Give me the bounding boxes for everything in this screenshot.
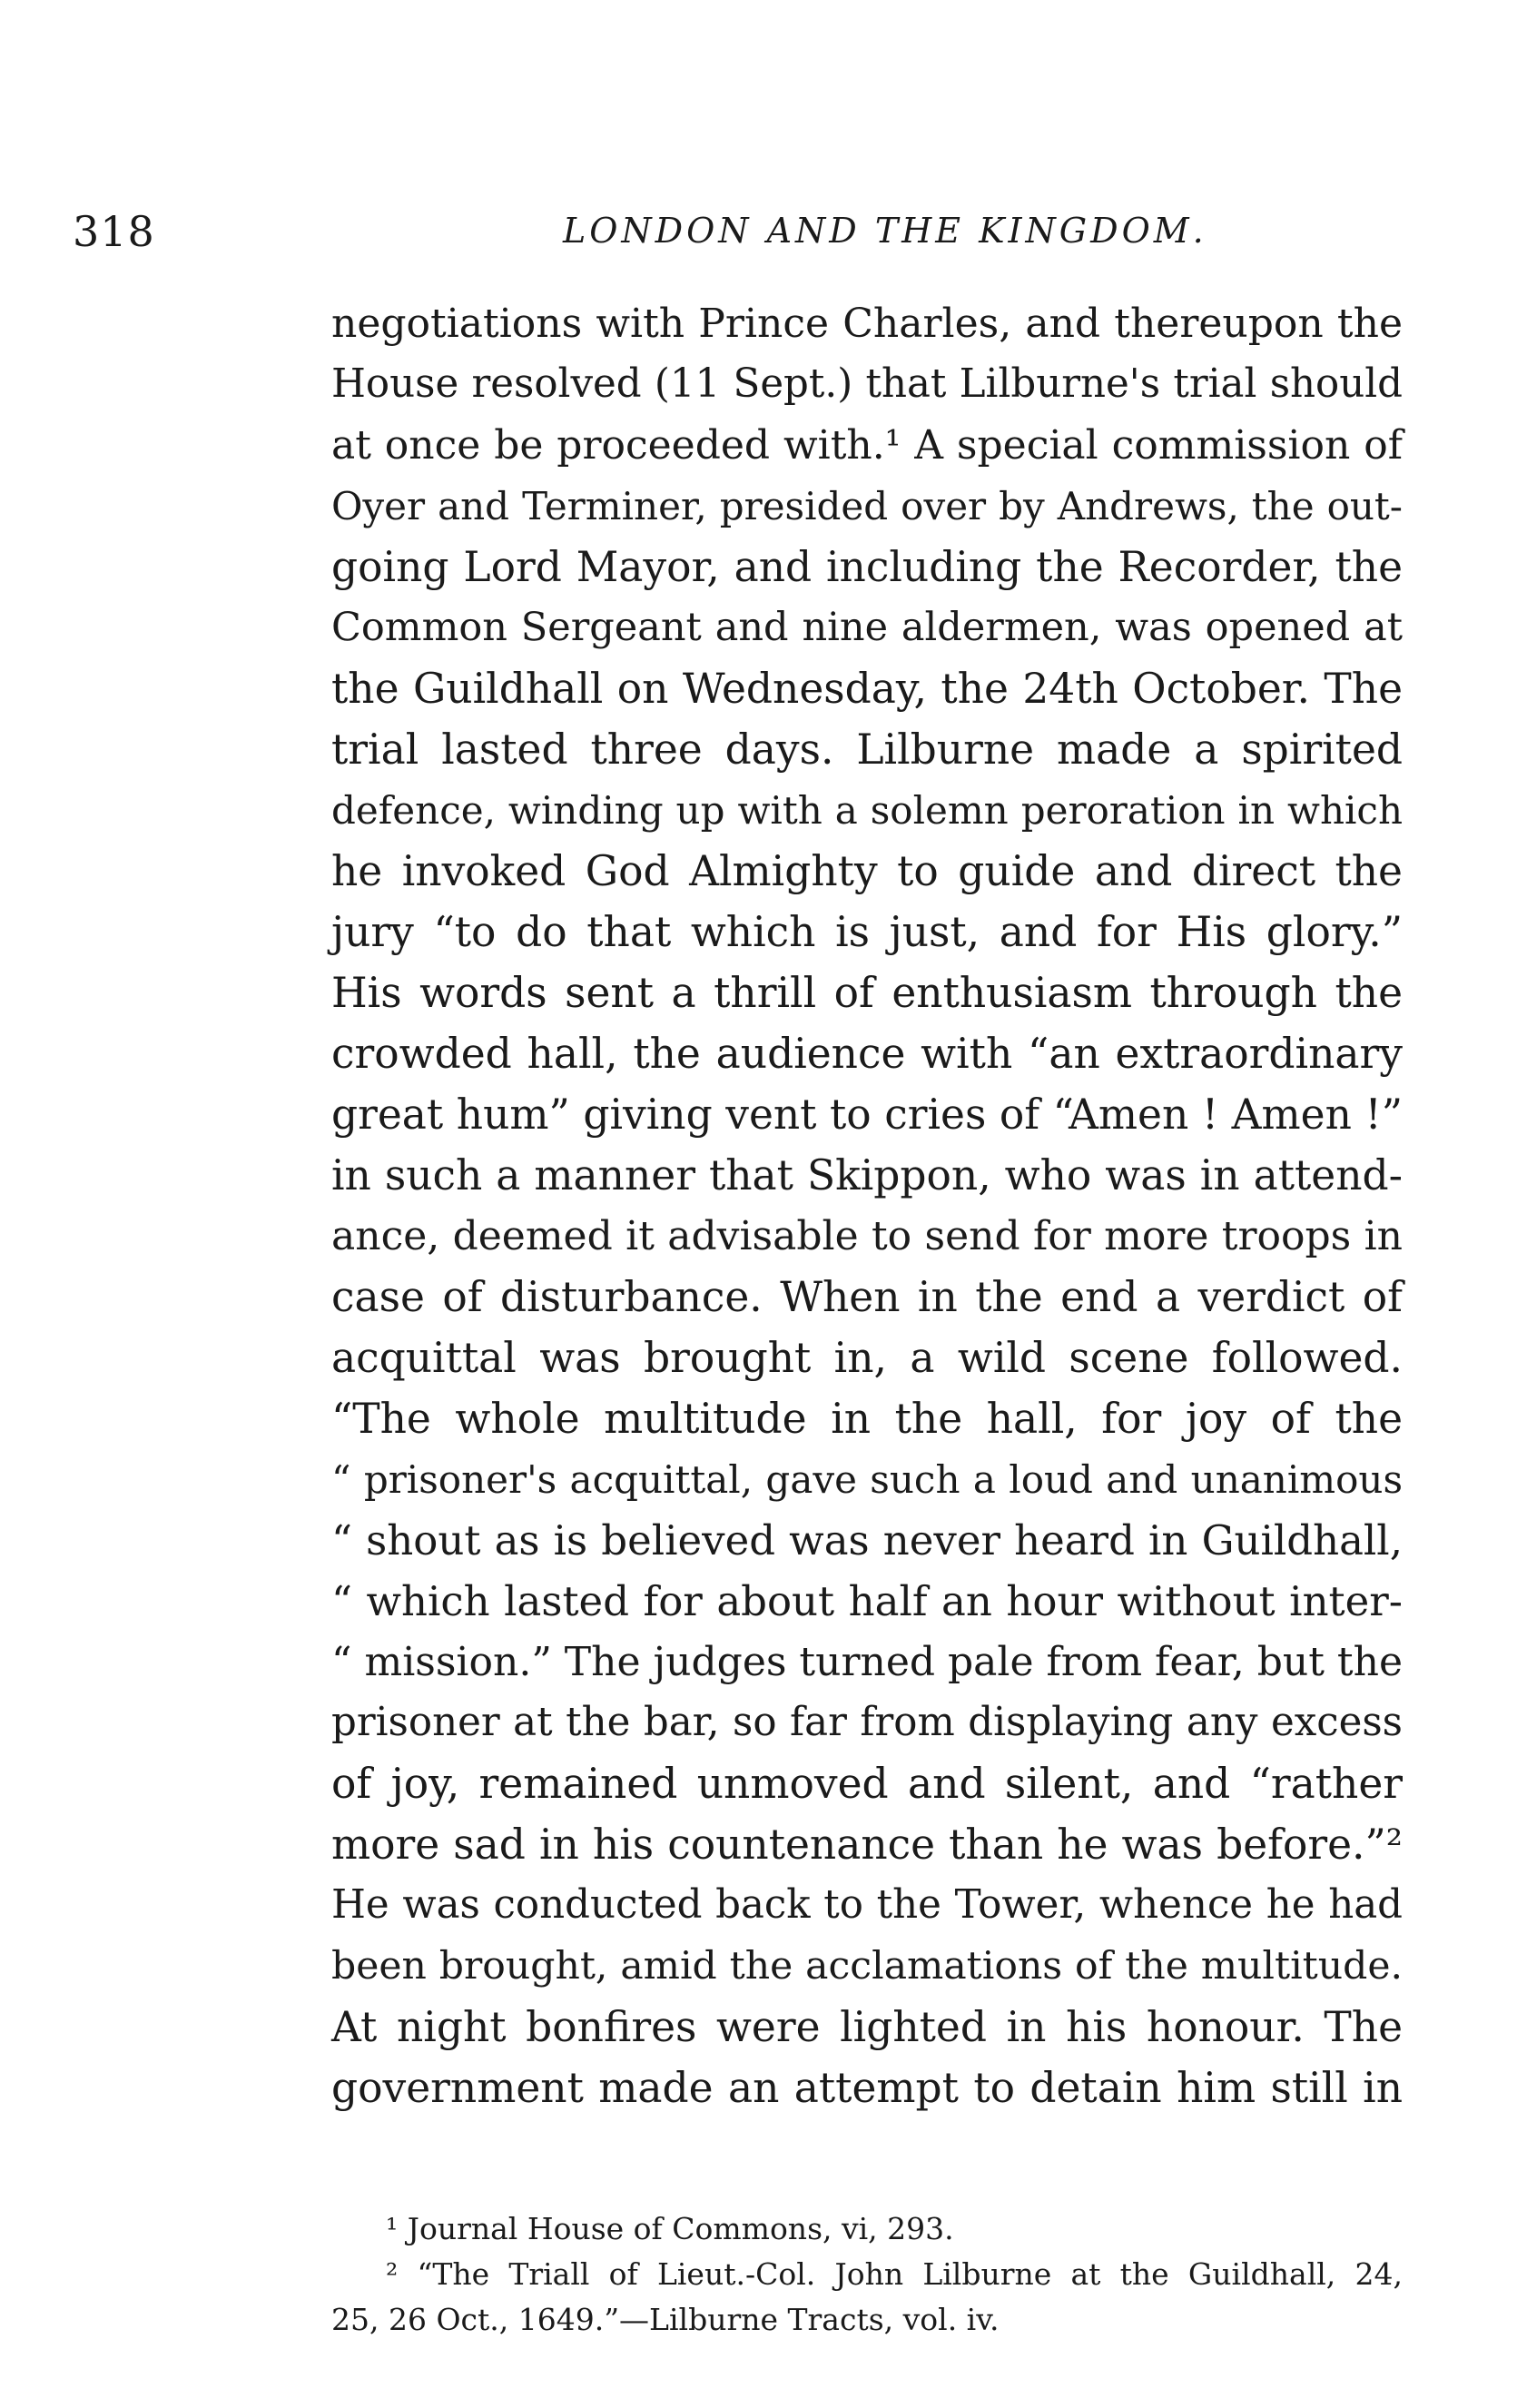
text-line: great hum” giving vent to cries of “Amen ! Amen !” <box>331 1091 1403 1139</box>
text-line: “The whole multitude in the hall, for joy of the <box>331 1395 1403 1443</box>
text-line: prisoner at the bar, so far from displaying any excess <box>331 1700 1403 1745</box>
text-line: “ prisoner's acquittal, gave such a loud and unanimous <box>331 1457 1403 1502</box>
text-line: more sad in his countenance than he was before.”² <box>331 1821 1403 1869</box>
text-line: the Guildhall on Wednesday, the 24th October. The <box>331 665 1403 713</box>
text-line: acquittal was brought in, a wild scene followed. <box>331 1334 1403 1382</box>
text-line: case of disturbance. When in the end a verdict of <box>331 1273 1403 1321</box>
text-line: jury “to do that which is just, and for His glory.” <box>331 908 1403 956</box>
body-text <box>331 293 1403 2118</box>
text-line: crowded hall, the audience with “an extraordinary <box>331 1030 1403 1078</box>
text-line: House resolved (11 Sept.) that Lilburne's trial should <box>331 361 1403 407</box>
text-line: “ shout as is believed was never heard in Guildhall, <box>331 1516 1403 1564</box>
text-line: Oyer and Terminer, presided over by Andrews, the out- <box>331 484 1403 528</box>
text-line: going Lord Mayor, and including the Recorder, the <box>331 543 1403 591</box>
text-line: His words sent a thrill of enthusiasm through the <box>331 969 1403 1017</box>
text-line: government made an attempt to detain him still in <box>331 2064 1403 2112</box>
footnote-1: ¹ Journal House of Commons, vi, 293. <box>386 2211 954 2246</box>
text-line: “ mission.” The judges turned pale from fear, but the <box>331 1639 1403 1685</box>
text-line: been brought, amid the acclamations of the multitude. <box>331 1944 1403 1989</box>
page-number: 318 <box>73 207 155 256</box>
text-line: Common Sergeant and nine aldermen, was opened at <box>331 605 1403 650</box>
text-line: trial lasted three days. Lilburne made a spirited <box>331 725 1403 774</box>
footnotes <box>331 2206 1403 2343</box>
text-line: defence, winding up with a solemn peroration in which <box>331 788 1403 833</box>
footnote-2-line-1: ² “The Triall of Lieut.-Col. John Lilburne at the Guildhall, 24, <box>386 2256 1403 2292</box>
text-line: in such a manner that Skippon, who was in attend- <box>331 1151 1403 1199</box>
text-line: he invoked God Almighty to guide and direct the <box>331 847 1403 895</box>
text-line: “ which lasted for about half an hour without inter- <box>331 1577 1403 1625</box>
text-line: He was conducted back to the Tower, whence he had <box>331 1882 1403 1928</box>
text-line: At night bonfires were lighted in his honour. The <box>331 2003 1403 2051</box>
running-title: LONDON AND THE KINGDOM. <box>563 211 1207 251</box>
footnote-2-line-2: 25, 26 Oct., 1649.”—Lilburne Tracts, vol. iv. <box>331 2302 1000 2337</box>
text-line: at once be proceeded with.¹ A special commission of <box>331 422 1403 469</box>
text-line: ance, deemed it advisable to send for more troops in <box>331 1213 1403 1259</box>
text-line: of joy, remained unmoved and silent, and “rather <box>331 1760 1403 1808</box>
text-line: negotiations with Prince Charles, and thereupon the <box>331 301 1403 347</box>
running-head <box>73 207 1434 262</box>
